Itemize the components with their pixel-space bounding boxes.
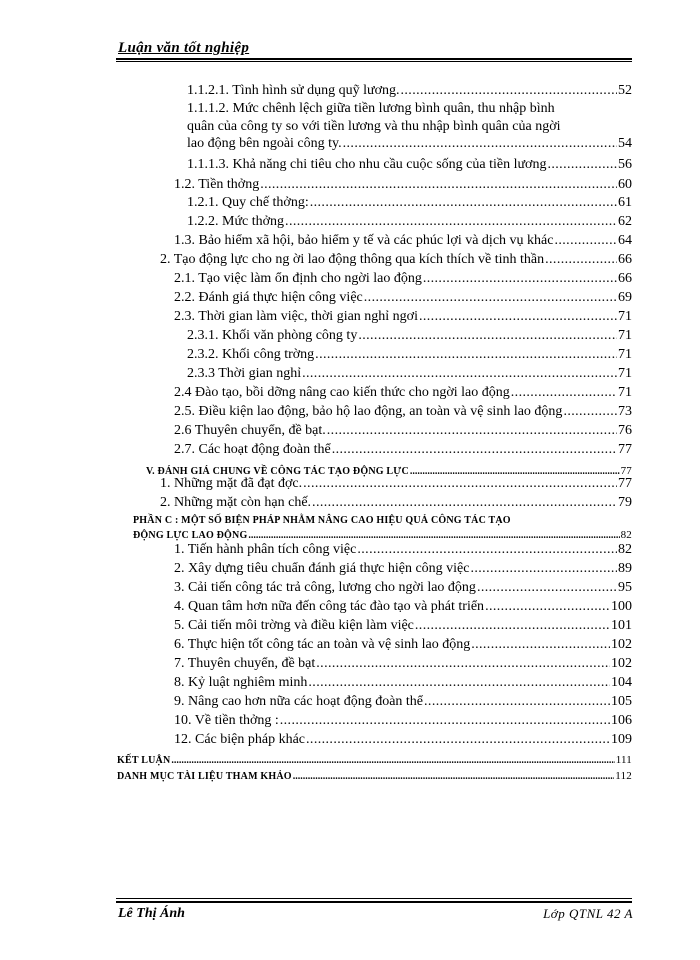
dot-leader xyxy=(554,233,617,249)
toc-entry[interactable]: 1.2.2. Mức thởng ..... 62 xyxy=(187,214,632,231)
dot-leader xyxy=(511,385,617,401)
dot-leader xyxy=(316,656,610,672)
toc-entry[interactable]: 2.5. Điều kiện lao động, bảo hộ lao động, an toàn và vệ sinh lao động ..... 73 xyxy=(174,404,632,421)
toc-entry[interactable]: 2. Tạo động lực cho ng ời lao động thông qua kích thích về tinh thần ..... 66 xyxy=(160,252,632,269)
toc-entry-heading[interactable]: DANH MỤC TÀI LIỆU THAM KHẢO ..... 112 xyxy=(117,768,632,785)
toc-entry[interactable]: 1.1.2.1. Tình hình sử dụng quỹ lương. ..... 52 xyxy=(187,83,632,100)
dot-leader xyxy=(285,214,617,230)
dot-leader xyxy=(260,177,617,193)
toc-entry-heading[interactable]: ĐỘNG LỰC LAO ĐỘNG ..... 82 xyxy=(133,527,632,544)
dot-leader xyxy=(315,347,617,363)
dot-leader xyxy=(563,404,617,420)
dot-leader xyxy=(308,675,610,691)
toc-entry[interactable]: 2.3. Thời gian làm việc, thời gian nghỉ ngơi ..... 71 xyxy=(174,309,632,326)
dot-leader xyxy=(280,713,610,729)
toc-entry[interactable]: 1.1.1.3. Khả năng chi tiêu cho nhu cầu cuộc sống của tiền lương ..... 56 xyxy=(187,157,632,174)
toc-entry[interactable]: 2. Những mặt còn hạn chế. ..... 79 xyxy=(160,495,632,512)
dot-leader xyxy=(424,694,610,710)
toc-entry[interactable]: 1.2. Tiền thởng ..... 60 xyxy=(174,177,632,194)
toc-entry[interactable]: 8. Kỷ luật nghiêm minh ..... 104 xyxy=(174,675,632,692)
toc-entry[interactable]: 12. Các biện pháp khác ..... 109 xyxy=(174,732,632,749)
toc-entry[interactable]: 1. Tiến hành phân tích công việc ..... 82 xyxy=(174,542,632,559)
toc-entry[interactable]: 1.2.1. Quy chế thởng: ..... 61 xyxy=(187,195,632,212)
dot-leader xyxy=(471,637,610,653)
toc-entry[interactable]: 4. Quan tâm hơn nữa đến công tác đào tạo và phát triển ..... 100 xyxy=(174,599,632,616)
toc-entry[interactable]: 3. Cải tiến công tác trả công, lương cho ngời lao động ..... 95 xyxy=(174,580,632,597)
toc-entry[interactable]: 5. Cải tiến môi trờng và điều kiện làm việc ..... 101 xyxy=(174,618,632,635)
toc-entry[interactable]: 2.4 Đào tạo, bồi dỡng nâng cao kiến thức cho ngời lao động ..... 71 xyxy=(174,385,632,402)
toc-entry[interactable]: 2.6 Thuyên chuyển, đề bạt. ..... 76 xyxy=(174,423,632,440)
toc-entry[interactable]: 1. Những mặt đã đạt đợc. ..... 77 xyxy=(160,476,632,493)
toc-entry[interactable]: 9. Nâng cao hơn nữa các hoạt động đoàn thể ..... 105 xyxy=(174,694,632,711)
toc-entry[interactable]: 2. Xây dựng tiêu chuẩn đánh giá thực hiện công việc ..... 89 xyxy=(174,561,632,578)
dot-leader xyxy=(477,580,617,596)
dot-leader xyxy=(423,271,617,287)
dot-leader xyxy=(357,542,617,558)
header-title: Luận văn tốt nghiệp xyxy=(118,40,250,56)
dot-leader xyxy=(327,423,617,439)
dot-leader xyxy=(358,328,617,344)
dot-leader xyxy=(310,195,617,211)
toc-entry[interactable]: lao động bên ngoài công ty. ..... 54 xyxy=(187,136,632,153)
footer-rule xyxy=(116,901,632,903)
toc-entry-heading[interactable]: KẾT LUẬN ..... 111 xyxy=(117,752,632,769)
toc-entry[interactable]: 2.3.3 Thời gian nghỉ ..... 71 xyxy=(187,366,632,383)
toc-entry-heading-line[interactable]: PHẦN C : MỘT SỐ BIỆN PHÁP NHẰM NÂNG CAO HIỆU QUẢ CÔNG TÁC TẠO xyxy=(133,515,511,526)
toc-entry[interactable]: 2.2. Đánh giá thực hiện công việc ..... 69 xyxy=(174,290,632,307)
dot-leader xyxy=(415,618,610,634)
dot-leader xyxy=(312,495,617,511)
dot-leader xyxy=(332,442,617,458)
footer-rule-thin xyxy=(116,898,632,899)
dot-leader xyxy=(470,561,617,577)
dot-leader xyxy=(419,309,617,325)
toc-entry[interactable]: 2.7. Các hoạt động đoàn thể ..... 77 xyxy=(174,442,632,459)
dot-leader xyxy=(401,83,618,99)
class-label: Lớp QTNL 42 A xyxy=(543,906,633,921)
toc-entry[interactable]: 2.3.1. Khối văn phòng công ty ..... 71 xyxy=(187,328,632,345)
dot-leader xyxy=(485,599,610,615)
toc-entry[interactable]: 7. Thuyên chuyển, đề bạt ..... 102 xyxy=(174,656,632,673)
toc-entry[interactable]: 6. Thực hiện tốt công tác an toàn và vệ sinh lao động ..... 102 xyxy=(174,637,632,654)
toc-entry-line[interactable]: quân của công ty so với tiền lương và thu nhập bình quân của ngời xyxy=(187,119,561,134)
dot-leader xyxy=(171,753,614,769)
toc-entry[interactable]: 2.3.2. Khối công trờng ..... 71 xyxy=(187,347,632,364)
dot-leader xyxy=(303,476,617,492)
toc-entry-heading[interactable]: V. ĐÁNH GIÁ CHUNG VỀ CÔNG TÁC TẠO ĐỘNG LỰC ..... 77 xyxy=(146,463,632,480)
dot-leader xyxy=(293,769,615,785)
author-name: Lê Thị Ánh xyxy=(118,906,185,921)
dot-leader xyxy=(343,136,617,152)
toc-entry-line[interactable]: 1.1.1.2. Mức chênh lệch giữa tiền lương bình quân, thu nhập bình xyxy=(187,101,555,116)
toc-entry[interactable]: 2.1. Tạo việc làm ổn định cho ngời lao động ..... 66 xyxy=(174,271,632,288)
dot-leader xyxy=(306,732,610,748)
dot-leader xyxy=(302,366,617,382)
toc-entry[interactable]: 10. Về tiền thởng : ..... 106 xyxy=(174,713,632,730)
dot-leader xyxy=(364,290,617,306)
toc-entry[interactable]: 1.3. Bảo hiểm xã hội, bảo hiểm y tế và các phúc lợi và dịch vụ khác ..... 64 xyxy=(174,233,632,250)
dot-leader xyxy=(547,157,617,173)
dot-leader xyxy=(545,252,617,268)
